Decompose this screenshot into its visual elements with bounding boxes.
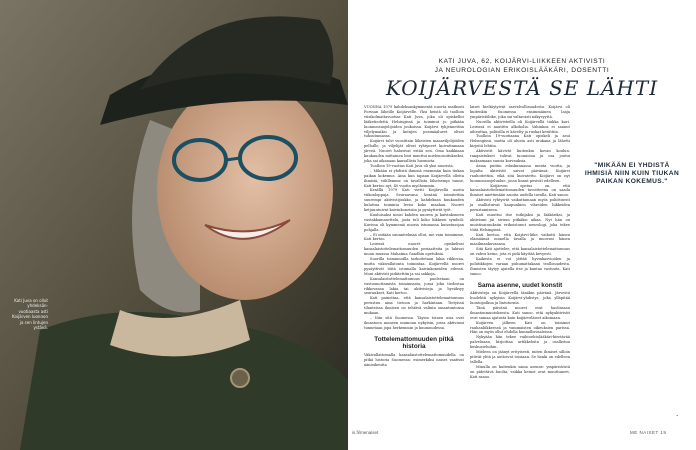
photo-caption: Kati Juva on ollut yhdeksän-vuotiaasta asti Koijärven luonnon ja sen lintujen ystävä. — [12, 298, 48, 331]
paragraph: – Koijärven opetus on, että kansalaistottelemattomuuden tavoitteena on saada ihmiset miettimään asioita uudella tavalla, Kati sanoo. — [470, 183, 570, 198]
footer-url: is.fi/menaiset — [352, 430, 379, 435]
article-page — [348, 0, 696, 450]
subheading: Sama asenne, uudet konstit — [477, 281, 563, 289]
paragraph: Kuuluisaksi nousi kahden nuoren ja kaivinkoneen vastakkainasettelu, josta tuli koko liikkeen symboli. Kuvissa oli kymmeniä nuoria istumassa kuivatusojan pohjalla. — [364, 212, 464, 232]
paragraph: Kati painottaa, että kansalaistottelemattomuus perustuu aina tietoon ja harkintaan. Tietyissä tilanteissa ihmisen on tehtävä valinta omantuntonsa mukaan. — [364, 296, 464, 316]
paragraph: Aktivistit kävivät kuitenkin kovan koulun: rangaistukset tulivat tuomioina ja osa joutui maksamaan suuria korvauksia. — [470, 149, 570, 163]
paragraph: Nuorilla aktivisteilla oli Koijärvellä tiukka kuri. Leirissä ei nautittu alkoholia. Vahinkoa ei saanut aiheuttaa, poliisilla ei kävelty ja ruokat kerättiin. — [470, 119, 570, 134]
paragraph: Tuolloin 19-vuotiaana Kati opiskeli ja asui Helsingissä, mutta oli alusta asti mukana ja lähetti kirjeitä lehtiin. — [470, 134, 570, 149]
paragraph: Asiaa puitiin eduskunnassa monta vuotta, ja lopulta aktivistit saivat päivänsä: Koijärvi rauhoitettiin, eikä sitä kuivatettu. Koijärvi on nyt luonnonsuojelualue, jossa linnut pesivät edelleen. — [470, 163, 570, 183]
paragraph: Kati kertoo, että Koijärvi-liike vaikutti hänen elämäänsä monella tavalla ja muovasi hänen maailmankuvaansa. — [470, 232, 570, 247]
text-column-2 — [470, 105, 570, 380]
pull-quote: "MIKÄÄN EI YHDISTÄ IHMISIÄ NIIN KUIN TIUKAN PAIKAN KOKEMUS." — [584, 162, 680, 186]
paragraph: Kansalaistottelemattomuus puolestaan on vastuunottamista toiminnasta, jossa joku tiedostaa rikkovansa lakia tai aktivisteja ja hyväksyy seuraukset, Kati kertoo. — [364, 276, 464, 296]
paragraph: laiset kieltäytyivät asevelvollisuudesta. Koijärvi oli kuitenkin Suomessa ensimmäinen laaja ympäristöliike, joka sai valtavasti näkyvyyttä. — [470, 105, 570, 119]
paragraph: – Niin sitä Suomessa. Täysin toinen asia ovat ilmastoon moneen mumuun nykyisin, jossa aktivismi tunnetaan jopa herkemmin ja kuumuudessa. — [364, 315, 464, 330]
kicker-line-2: JA NEUROLOGIAN ERIKOISLÄÄKÄRI, DOSENTTI — [434, 67, 610, 74]
paragraph: Mieleen on jäänyt erityisesti, miten ihmiset silloin pitivät yhtä ja auttoivat toisiaan. Se henki on edelleen tallella. — [470, 350, 570, 364]
paragraph: Minulla on kuitenkin sama asenne: ympäristöstä on pidettävä huolta, vaikka keinot ovat muuttuneet, Kati sanoo. — [470, 364, 570, 379]
paragraph: VUONNA 1979 kahdeksankymmentä nuorta matkusti Forssan läheille Koijärvelle. Yksi heistä oli tuolloin viisikolmattavuotias Kati Juva, joka oli opiskellut lääketiedettä Helsingissä ja toiminut jo pitkään luonnonsuojelijoiden joukoissa. Koijärvi tyhjennettiin viljelymaiksi ja lintujen pesimäalueet olivat tuhoutumassa. — [364, 105, 464, 139]
paragraph: Nykyään hän tekee vaihtoehtolääkäri-kiertävää palveluaan, kirjoittaa artikkeleita ja osallistuu keskusteluihin. — [470, 335, 570, 350]
paragraph: Väkivallattomalla kansalaistottelemattomuudella on pitkä historia Suomessa: esimerkiksi naiset vaativat äänioikeutta — [364, 352, 464, 367]
article-title: KOIJÄRVESTÄ SE LÄHTI — [385, 76, 659, 100]
paragraph: Suorilla toiminnoilla tarkoitetaan lakia rikkovaa, mutta väkivallatonta toimintaa. Koijärvellä nuoret pysäyttivät töitä istumalla kaivinkoneiden edessä. Moni aktivisti pidätettiin ja sai sakkoja. — [364, 257, 464, 276]
text-column-1 — [364, 105, 464, 367]
paragraph: Kaikesta ei voi jättää hyvinkasvioiden ja poliitikkojen varaan puhumattakaan teollisuudesta. Ihmisten täytyy ajatella itse ja kantaa vastuuta, Kati sanoo. — [470, 257, 570, 276]
paragraph: Kati muuttui itse tutkijaksi ja lääkäriksi, ja aktivismi jäi sivuun pitkäksi aikaa. Nyt hän on muistisairauksiin erikoistunut neurologi, joka tekee töitä Helsingissä. — [470, 212, 570, 232]
footer-page-number: ME NAISET 19 — [630, 430, 667, 435]
article-kicker — [348, 57, 696, 75]
paragraph: Koijärven jälkeen Kati on toiminut rauhanliikkeessä ja vammaisten oikeuksien parissa. Hän on myös ollut ehdolla kunnallisvaaleissa. — [470, 320, 570, 335]
paragraph: Leirissä nuoret opiskelivat kansalaistottelemattomuuden periaatteita ja lukivat muun muassa Mahatma Gandhin opetuksia. — [364, 242, 464, 257]
paragraph: Aktivisteja on Koijärvellä tänäkin päivänä. Järvestä huolehtii nykyisin Koijärvi-yhdistys, joka ylläpitää luontopolkua ja lintutornia. — [470, 291, 570, 306]
paragraph: – Mikään ei yhdistä ihmisiä enemmän kuin tiukan paikan kokemus. Aina kun tapaan Koijärvellä olleita ihmisiä, välillemme on tavallista läheisempi tunne, Kati kertoo nyt, 40 vuotta myöhemmin. — [364, 168, 464, 188]
paragraph: Sitä Kati ajattelee, että kansalaistottelemattomuus on vahva keino, jota ei pidä käyttää kevyesti. — [470, 247, 570, 257]
paragraph: Koijärvi tulvi vuosittain läheisten maanviljelijöiden pelloille, ja viljelijät olivat ryhtyneet kuivattamaan järveä. Nuoret halusivat estää sen. Oma kaikkiaan kuukauden mittainen leiri muuttui mielenosoitukseksi, joka sai aikanaan kansallista huomiota. — [364, 139, 464, 163]
paragraph: Tuolloin 19-vuotias Kati Juva oli yksi nuorista. — [370, 163, 454, 168]
paragraph: Aktivisti ryhtyivät vaikuttamaan myös poliittisesti ja osallistuivat kaupunkien vihreiden liikkeiden perustamiseen. — [470, 198, 570, 213]
paragraph: Kesällä 1979 Kati vietti Koijärvellä useita viikonloppuja. Seuraavana kesänä toimitettiin suurempi aktivistijoukko, ja kahdeksan kuukauden kuluttua toiminta levisi koko maahan. Nuoret ketjuuntuivat kaivinkoneisiin ja pysäyttivät työt. — [364, 188, 464, 213]
paragraph: – Ei mitään suunnitelmaa ollut, me vain toimimme, Kati kertoo. — [364, 232, 464, 242]
end-mark: • — [676, 413, 679, 418]
kicker-line-1: KATI JUVA, 62, KOIJÄRVI-LIIKKEEN AKTIVISTI — [438, 58, 606, 65]
subheading: Tottelemattomuuden pitkä historia — [374, 335, 454, 351]
paragraph: Tänä päivänä nuoret ovat huolissaan ilmastonmuutoksesta. Kati sanoo, että nykyaktivistit ovat samaa ajatusta kuin koijärveläiset aikoinaan. — [470, 305, 570, 320]
